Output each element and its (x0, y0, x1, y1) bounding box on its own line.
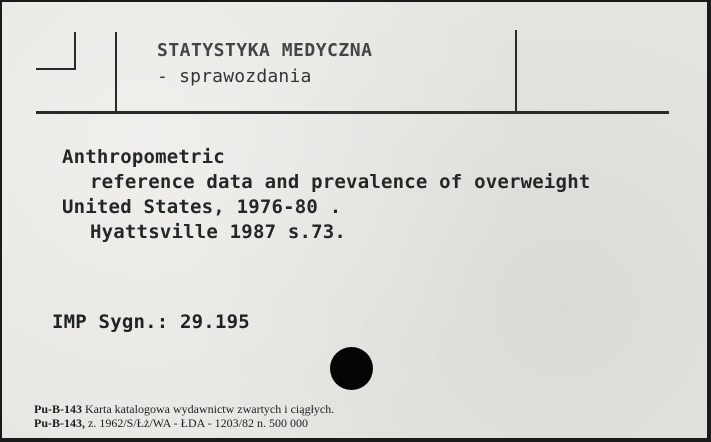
subject-heading: STATYSTYKA MEDYCZNA (157, 40, 373, 61)
header-right-divider (515, 30, 517, 111)
footer-line-2 (34, 416, 308, 431)
footer-line-1 (34, 402, 334, 417)
footer-text-1: Karta katalogowa wydawnictw zwartych i ciągłych. (85, 402, 335, 416)
footer-code-2: Pu-B-143, (34, 416, 85, 430)
corner-mark-horizontal (36, 68, 76, 70)
punch-hole (330, 347, 373, 390)
footer-text-2: z. 1962/S/Łż/WA - ŁDA - 1203/82 n. 500 000 (88, 416, 308, 430)
footer-code-1: Pu-B-143 (34, 402, 82, 416)
corner-mark-vertical (74, 32, 76, 70)
shelf-mark: IMP Sygn.: 29.195 (52, 311, 250, 333)
title-line-2: reference data and prevalence of overweight (90, 171, 591, 193)
title-line-3: United States, 1976-80 . (62, 196, 342, 218)
header-left-divider (115, 32, 117, 111)
title-line-4: Hyattsville 1987 s.73. (90, 221, 347, 243)
title-line-1: Anthropometric (62, 146, 225, 168)
subject-subheading: - sprawozdania (157, 66, 312, 87)
header-rule (36, 111, 669, 114)
catalog-card (2, 2, 707, 438)
